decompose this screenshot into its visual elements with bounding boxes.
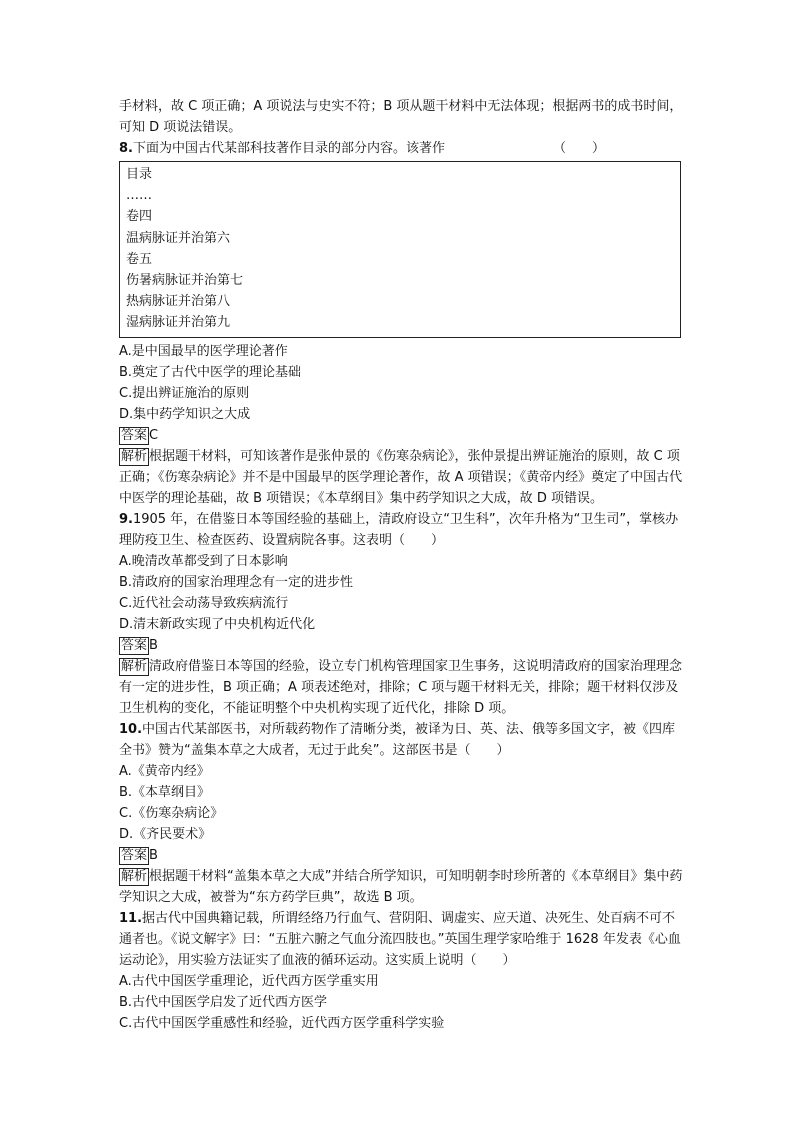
question-number: 8. <box>119 141 133 156</box>
explanation-tag: 解析 <box>121 658 148 674</box>
option-c: C.古代中国医学重感性和经验，近代西方医学重科学实验 <box>119 1015 445 1031</box>
question-number: 11. <box>119 910 143 926</box>
explanation-text: 根据题干材料“盖集本草之大成”并结合所学知识，可知明朝李时珍所著的《本草纲目》集中药学知识之大成，被誉为“东方药学巨典”，故选 B 项。 <box>119 868 683 905</box>
question-8-stem <box>119 138 685 159</box>
lead-line-1: 手材料，故 C 项正确；A 项说法与史实不符；B 项从题干材料中无法体现；根据两书的成书时间， <box>119 99 683 114</box>
option-a: A.古代中国医学重理论，近代西方医学重实用 <box>119 973 379 989</box>
question-9-stem <box>119 509 685 551</box>
question-10-stem <box>119 719 685 761</box>
option-b: B.清政府的国家治理理念有一定的进步性 <box>119 574 354 590</box>
option-d: D.清末新政实现了中央机构近代化 <box>119 616 316 632</box>
toc-line: 热病脉证并治第八 <box>126 294 231 310</box>
toc-line: 卷四 <box>126 209 153 225</box>
question-8 <box>119 138 685 509</box>
answer-tag: 答案 <box>121 637 148 653</box>
explanation-text: 清政府借鉴日本等国的经验，设立专门机构管理国家卫生事务，这说明清政府的国家治理理念有一定的进步性，B 项正确；A 项表述绝对，排除；C 项与题干材料无关，排除；题干材料仅涉及卫生机构的变化，不能证明整个中央机构实现了近代化，排除 D 项。 <box>119 658 683 716</box>
toc-box <box>119 161 681 338</box>
toc-line: 目录 <box>126 167 153 182</box>
option-b: B.《本草纲目》 <box>119 784 211 800</box>
option-b: B.奠定了古代中医学的理论基础 <box>119 364 302 380</box>
option-c: C.近代社会动荡导致疾病流行 <box>119 595 289 611</box>
option-c: C.提出辨证施治的原则 <box>119 385 250 401</box>
explanation <box>119 446 685 509</box>
explanation-tag: 解析 <box>121 448 148 464</box>
toc-line: 伤暑病脉证并治第七 <box>126 273 244 289</box>
question-11-stem <box>119 908 685 971</box>
question-text: 中国古代某部医书，对所载药物作了清晰分类，被译为日、英、法、俄等多国文字，被《四库全书》赞为“盖集本草之大成者，无过于此矣”。这部医书是（ ） <box>119 721 676 758</box>
toc-line: 湿病脉证并治第九 <box>126 315 231 331</box>
explanation-text: 根据题干材料，可知该著作是张仲景的《伤寒杂病论》，张仲景提出辨证施治的原则，故 C 项正确；《伤寒杂病论》并不是中国最早的医学理论著作，故 A 项错误；《黄帝内经》奠定了中国古代中医学的理论基础，故 B 项错误；《本草纲目》集中药学知识之大成，故 D 项错误。 <box>119 448 683 506</box>
answer-value: B <box>149 637 158 653</box>
answer-line <box>119 425 685 446</box>
answer-value: C <box>149 427 159 443</box>
lead-line-2: 可知 D 项说法错误。 <box>119 120 242 135</box>
toc-line: …… <box>126 188 152 204</box>
option-d: D.《齐民要术》 <box>119 826 212 842</box>
question-11 <box>119 908 685 1034</box>
document-content <box>119 96 685 1034</box>
option-a: A.《黄帝内经》 <box>119 763 210 779</box>
question-text: 下面为中国古代某部科技著作目录的部分内容。该著作 <box>132 141 445 156</box>
option-a: A.晚清改革都受到了日本影响 <box>119 553 288 569</box>
explanation-tag: 解析 <box>121 868 148 884</box>
question-number: 10. <box>119 721 143 737</box>
answer-tag: 答案 <box>121 427 148 443</box>
question-text: 1905 年，在借鉴日本等国经验的基础上，清政府设立“卫生科”，次年升格为“卫生司”，掌核办理防疫卫生、检查医药、设置病院各事。这表明（ ） <box>119 511 679 548</box>
question-number: 9. <box>119 511 133 527</box>
toc-line: 卷五 <box>126 251 153 267</box>
toc-line: 温病脉证并治第六 <box>126 230 231 246</box>
answer-line <box>119 635 685 656</box>
question-text: 据古代中国典籍记载，所谓经络乃行血气、营阴阳、调虚实、应天道、决死生、处百病不可不通者也。《说文解字》曰：“五脏六腑之气血分流四肢也。”英国生理学家哈维于 1628 年发表《心血运动论》，用实验方法证实了血液的循环运动。这实质上说明（ ） <box>119 910 681 968</box>
answer-value: B <box>149 847 158 863</box>
question-10 <box>119 719 685 908</box>
option-a: A.是中国最早的医学理论著作 <box>119 343 288 359</box>
option-d: D.集中药学知识之大成 <box>119 406 251 422</box>
option-c: C.《伤寒杂病论》 <box>119 805 224 821</box>
explanation <box>119 656 685 719</box>
question-9 <box>119 509 685 719</box>
answer-tag: 答案 <box>121 847 148 863</box>
answer-paren: （ ） <box>552 141 605 156</box>
answer-line <box>119 845 685 866</box>
explanation <box>119 866 685 908</box>
option-b: B.古代中国医学启发了近代西方医学 <box>119 994 328 1010</box>
